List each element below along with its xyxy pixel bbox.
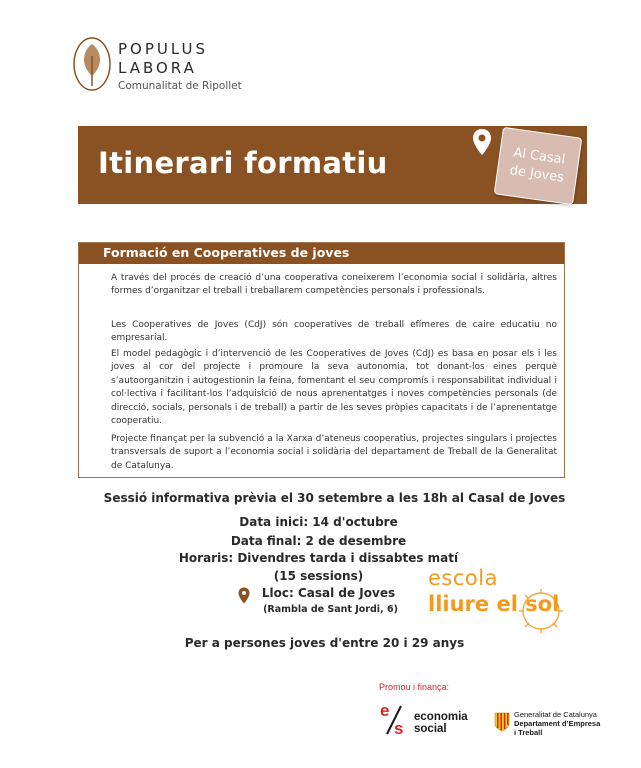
brand-subtitle: Comunalitat de Ripollet: [118, 80, 242, 92]
sun-icon: [518, 588, 564, 634]
gen-line2-text: Departament d’Empresa: [514, 719, 601, 728]
economia-social-text: [414, 711, 468, 735]
tag-line2: de Joves: [508, 163, 565, 186]
gen-line1: Generalitat de Catalunya: [514, 710, 597, 719]
gen-line3-text: i Treball: [514, 728, 543, 737]
course-description: [78, 242, 565, 478]
escola-logo-line1: escola: [428, 566, 498, 590]
session-count: (15 sessions): [273, 569, 364, 583]
svg-text:e: e: [380, 701, 390, 720]
generalitat-logo-icon: [494, 712, 510, 732]
content-heading: Formació en Cooperatives de joves: [103, 245, 350, 260]
funding-label: Promou i finança:: [379, 682, 450, 692]
end-date: Data final: 2 de desembre: [230, 534, 407, 548]
brand: [118, 40, 242, 92]
economia-social-logo-icon: [379, 700, 409, 738]
schedule: Horaris: Divendres tarda i dissabtes matí: [178, 551, 459, 565]
location-pin-icon: [472, 128, 492, 156]
brand-name-line1: POPULUS: [118, 40, 208, 58]
address: (Rambla de Sant Jordi, 6): [263, 604, 398, 615]
brand-name-line2: LABORA: [118, 59, 197, 77]
generalitat-text: [514, 710, 600, 737]
start-date: Data inici: 14 d'octubre: [239, 515, 398, 529]
paragraph: Les Cooperatives de Joves (CdJ) són cooperatives de treball efímeres de caire educatiu no empresarial.: [111, 320, 557, 344]
gen-line3: [514, 728, 600, 737]
target-audience: Per a persones joves d'entre 20 i 29 anys: [184, 636, 465, 650]
page-title: Itinerari formatiu: [98, 146, 388, 180]
escola-logo-sol: sol: [525, 592, 560, 616]
gen-line2: [514, 719, 600, 728]
place: Lloc: Casal de Joves: [261, 586, 396, 600]
paragraph: El model pedagògic i d’intervenció de les Cooperatives de Joves (CdJ) es basa en posar els i les joves al cor del projecte i promoure la seva autonomia, tot donant-los eines perquè s’autoorganitzin i autogestionin la feina, fomentant el seu compromís i responsabilitat individual i col·lectiva i facilitant-los l’adquisició de nous aprenentatges i noves competències personals (de direcció, socials, personals i de treball) a partir de les seves pròpies capacitats i de l’aprenentatge cooperatiu.: [111, 349, 557, 427]
info-session: Sessió informativa prèvia el 30 setembre a les 18h al Casal de Joves: [103, 491, 566, 505]
tree-logo-icon: [72, 36, 112, 92]
es-line1: economia: [414, 711, 468, 723]
tag-line1: Al Casal: [512, 145, 567, 168]
es-line2: social: [414, 723, 447, 735]
escola-logo-text: lliure el: [428, 592, 526, 616]
svg-text:s: s: [394, 719, 404, 738]
location-tag: [494, 127, 583, 205]
content-header: [79, 243, 564, 264]
paragraph: Projecte finançat per la subvenció a la Xarxa d’ateneus cooperatius, projectes singulars i projectes transversals de suport a l’economia social i solidària del departament de Treball de la Generalitat de Catalunya.: [111, 434, 557, 471]
paragraph: A través del procés de creació d’una cooperativa coneixerem l’economia social i solidària, altres formes d’organitzar el treball i treballarem competències personals i professionals.: [111, 273, 557, 297]
